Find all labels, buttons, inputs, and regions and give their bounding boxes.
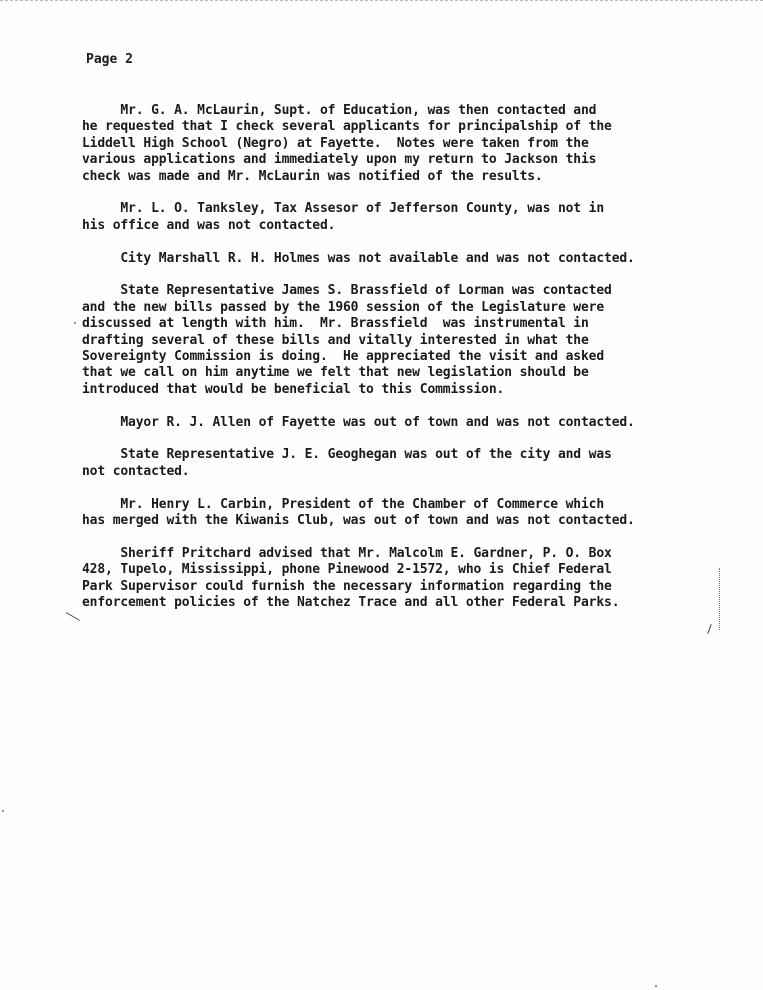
text-line: and the new bills passed by the 1960 session of the Legislature were (82, 299, 605, 315)
text-line: he requested that I check several applicants for principalship of the (82, 119, 612, 135)
text-line: check was made and Mr. McLaurin was notified of the results. (82, 168, 543, 184)
paragraph-allen (82, 415, 742, 431)
text-line: introduced that would be beneficial to this Commission. (82, 381, 505, 397)
scan-speck (2, 810, 4, 812)
paragraph-mclaurin (82, 103, 742, 185)
text-line: that we call on him anytime we felt that new legislation should be (82, 365, 589, 381)
text-line: Sheriff Pritchard advised that Mr. Malcolm E. Gardner, P. O. Box (82, 545, 612, 561)
paragraph-pritchard (82, 546, 742, 612)
text-line: Mr. L. O. Tanksley, Tax Assesor of Jefferson County, was not in (82, 201, 605, 217)
text-line: Liddell High School (Negro) at Fayette. Notes were taken from the (82, 135, 589, 151)
text-line: has merged with the Kiwanis Club, was out of town and was not contacted. (82, 513, 635, 529)
text-line: City Marshall R. H. Holmes was not available and was not contacted. (82, 250, 635, 266)
text-line: Mayor R. J. Allen of Fayette was out of town and was not contacted. (82, 414, 635, 430)
text-line: enforcement policies of the Natchez Trace and all other Federal Parks. (82, 595, 620, 611)
text-line: his office and was not contacted. (82, 217, 336, 233)
text-line: various applications and immediately upon my return to Jackson this (82, 152, 597, 168)
text-line: not contacted. (82, 463, 190, 479)
scan-speck (655, 985, 657, 987)
paragraph-carbin (82, 497, 742, 530)
text-line: State Representative J. E. Geoghegan was out of the city and was (82, 447, 612, 463)
text-line: 428, Tupelo, Mississippi, phone Pinewood 2-1572, who is Chief Federal (82, 562, 612, 578)
text-line: Mr. G. A. McLaurin, Supt. of Education, was then contacted and (82, 103, 597, 118)
paragraph-holmes (82, 251, 742, 267)
margin-pen-tick (707, 624, 711, 634)
paragraph-tanksley (82, 201, 742, 234)
margin-bracket-mark (719, 568, 721, 630)
page-number: Page 2 (86, 52, 133, 67)
report-body (82, 103, 742, 611)
paragraph-geoghegan (82, 447, 742, 480)
text-line: Sovereignty Commission is doing. He appreciated the visit and asked (82, 349, 605, 365)
scan-top-edge (0, 0, 763, 1)
text-line: Park Supervisor could furnish the necessary information regarding the (82, 578, 612, 594)
margin-pen-mark (66, 612, 80, 621)
text-line: State Representative James S. Brassfield of Lorman was contacted (82, 283, 612, 299)
scan-speck (74, 322, 76, 324)
text-line: drafting several of these bills and vitally interested in what the (82, 332, 589, 348)
text-line: Mr. Henry L. Carbin, President of the Chamber of Commerce which (82, 496, 605, 512)
paragraph-brassfield (82, 283, 742, 398)
text-line: discussed at length with him. Mr. Brassfield was instrumental in (82, 316, 589, 332)
